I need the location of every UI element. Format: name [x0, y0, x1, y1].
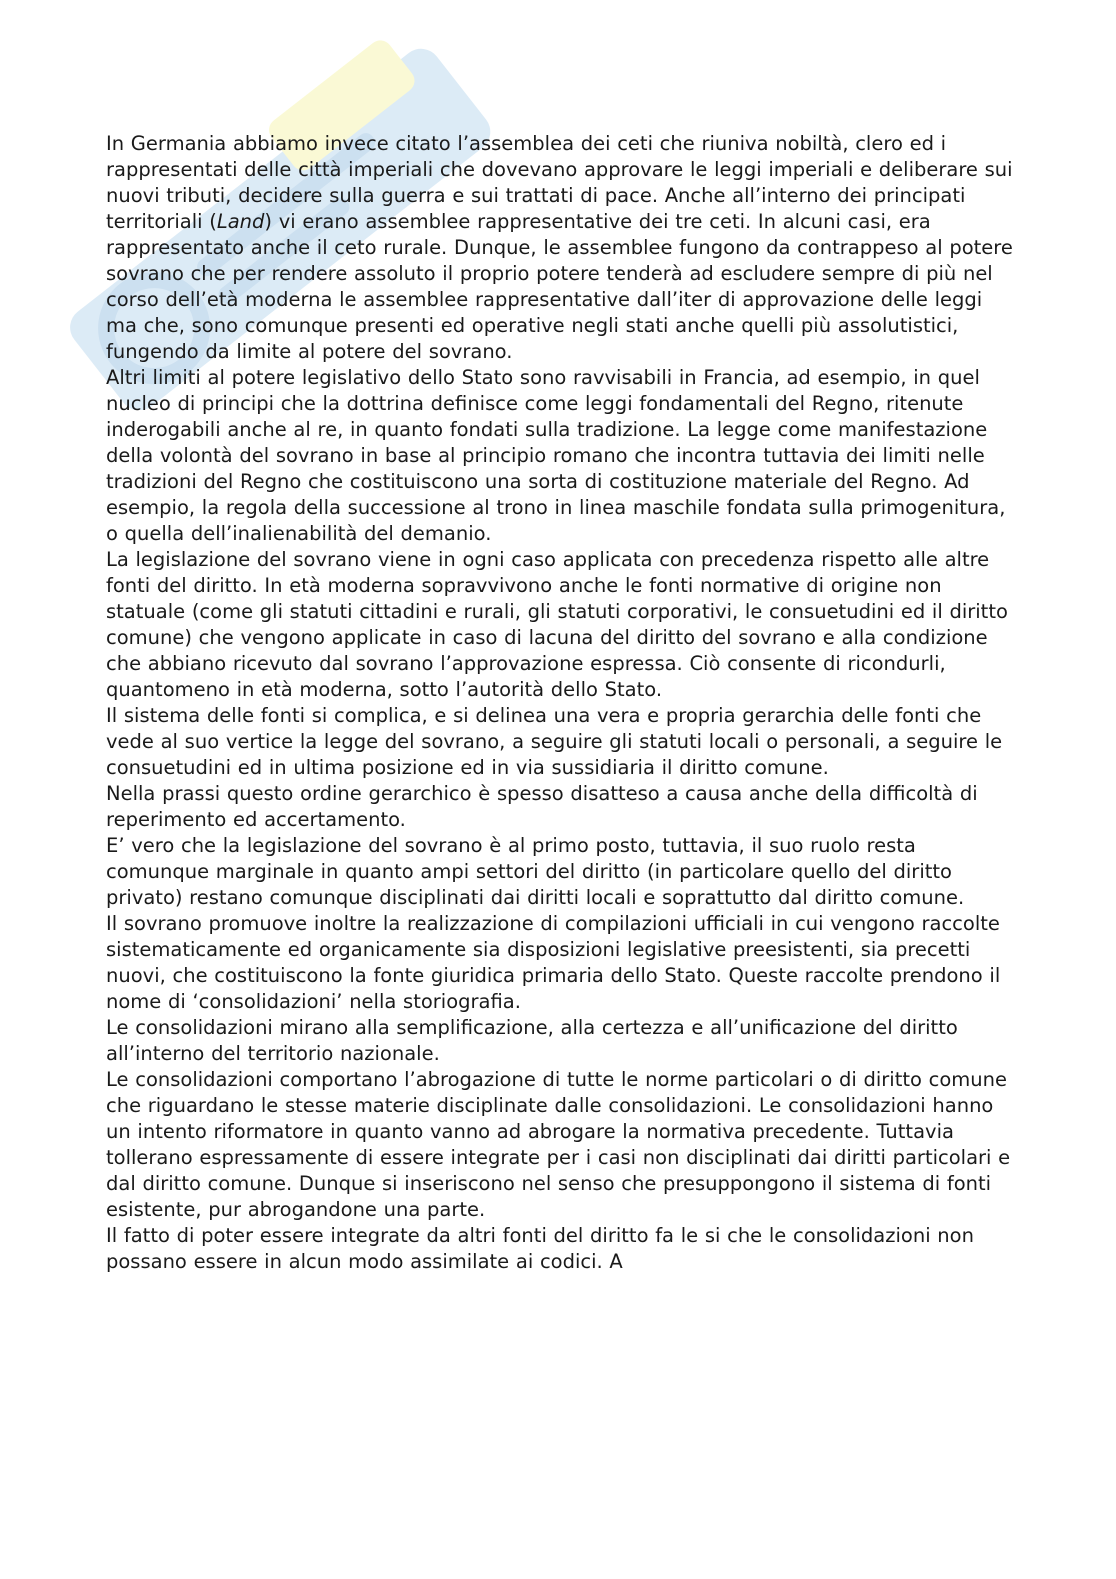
- paragraph-text: In Germania abbiamo invece citato l’assemblea dei ceti che riuniva nobiltà, clero ed i rappresentati delle città imperiali che dovevano approvare le leggi imperiali e deliberare sui nuovi tributi, decidere sulla guerra e sui trattati di pace. Anche all’interno dei principati territoriali (: [106, 132, 1013, 233]
- paragraph: La legislazione del sovrano viene in ogni caso applicata con precedenza rispetto alle altre fonti del diritto. In età moderna sopravvivono anche le fonti normative di origine non statuale (come gli statuti cittadini e rurali, gli statuti corporativi, le consuetudini ed il diritto comune) che vengono applicate in caso di lacuna del diritto del sovrano e alla condizione che abbiano ricevuto dal sovrano l’approvazione espressa. Ciò consente di ricondurli, quantomeno in età moderna, sotto l’autorità dello Stato.: [106, 548, 1008, 701]
- emphasis-term: Land: [216, 210, 265, 233]
- paragraph: Il fatto di poter essere integrate da altri fonti del diritto fa le si che le consolidazioni non possano essere in alcun modo assimilate ai codici. A: [106, 1224, 974, 1273]
- paragraph: Nella prassi questo ordine gerarchico è spesso disatteso a causa anche della difficoltà di reperimento ed accertamento.: [106, 782, 978, 831]
- paragraph: Le consolidazioni comportano l’abrogazione di tutte le norme particolari o di diritto comune che riguardano le stesse materie disciplinate dalle consolidazioni. Le consolidazioni hanno un intento riformatore in quanto vanno ad abrogare la normativa precedente. Tuttavia tollerano espressamente di essere integrate per i casi non disciplinati dai diritti particolari e dal diritto comune. Dunque si inseriscono nel senso che presuppongono il sistema di fonti esistente, pur abrogandone una parte.: [106, 1068, 1011, 1221]
- paragraph-text: ) vi erano assemblee rappresentative dei tre ceti. In alcuni casi, era rappresentato anche il ceto rurale. Dunque, le assemblee fungono da contrappeso al potere sovrano che per rendere assoluto il proprio potere tenderà ad escludere sempre di più nel corso dell’età moderna le assemblee rappresentative dall’iter di approvazione delle leggi ma che, sono comunque presenti ed operative negli stati anche quelli più assolutistici, fungendo da limite al potere del sovrano.: [106, 210, 1013, 363]
- paragraph: Altri limiti al potere legislativo dello Stato sono ravvisabili in Francia, ad esempio, in quel nucleo di principi che la dottrina definisce come leggi fondamentali del Regno, ritenute inderogabili anche al re, in quanto fondati sulla tradizione. La legge come manifestazione della volontà del sovrano in base al principio romano che incontra tuttavia dei limiti nelle tradizioni del Regno che costituiscono una sorta di costituzione materiale del Regno. Ad esempio, la regola della successione al trono in linea maschile fondata sulla primogenitura, o quella dell’inalienabilità del demanio.: [106, 366, 1006, 545]
- paragraph: Le consolidazioni mirano alla semplificazione, alla certezza e all’unificazione del diritto all’interno del territorio nazionale.: [106, 1016, 958, 1065]
- document-body: [106, 131, 1016, 1275]
- paragraph: Il sistema delle fonti si complica, e si delinea una vera e propria gerarchia delle fonti che vede al suo vertice la legge del sovrano, a seguire gli statuti locali o personali, a seguire le consuetudini ed in ultima posizione ed in via sussidiaria il diritto comune.: [106, 704, 1003, 779]
- paragraph: [106, 131, 1016, 365]
- paragraph: E’ vero che la legislazione del sovrano è al primo posto, tuttavia, il suo ruolo resta comunque marginale in quanto ampi settori del diritto (in particolare quello del diritto privato) restano comunque disciplinati dai diritti locali e soprattutto dal diritto comune.: [106, 834, 965, 909]
- paragraph: Il sovrano promuove inoltre la realizzazione di compilazioni ufficiali in cui vengono raccolte sistematicamente ed organicamente sia disposizioni legislative preesistenti, sia precetti nuovi, che costituiscono la fonte giuridica primaria dello Stato. Queste raccolte prendono il nome di ‘consolidazioni’ nella storiografia.: [106, 912, 1001, 1013]
